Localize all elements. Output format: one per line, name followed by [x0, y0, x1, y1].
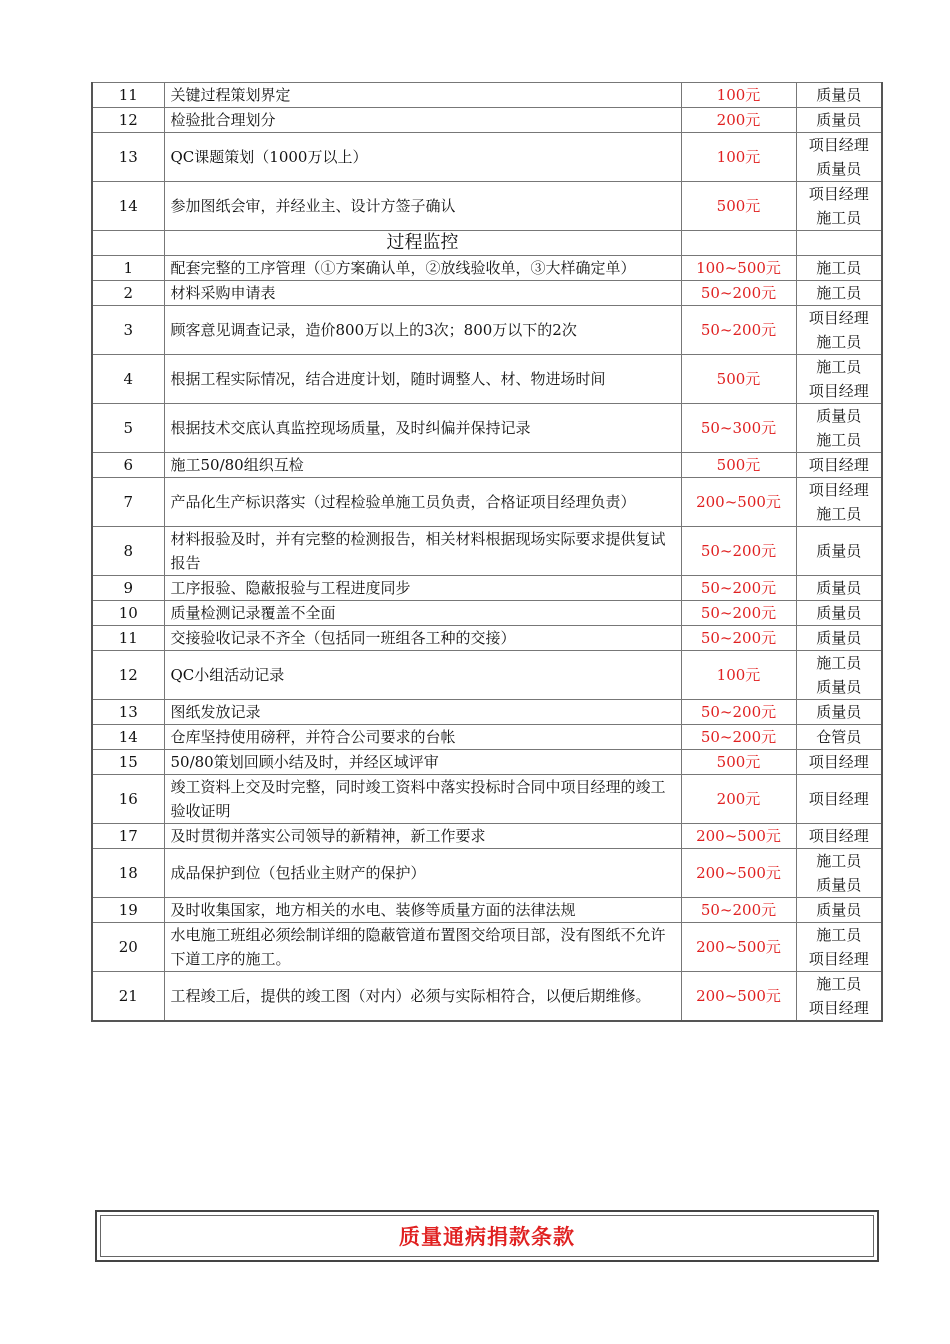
row-item: 产品化生产标识落实（过程检验单施工员负责，合格证项目经理负责） — [164, 478, 681, 527]
row-item: 图纸发放记录 — [164, 700, 681, 725]
row-number: 14 — [92, 182, 164, 231]
table-row — [92, 404, 882, 453]
responsible-person: 施工员 — [816, 975, 862, 993]
row-amount: 50~200元 — [681, 700, 796, 725]
row-number: 19 — [92, 898, 164, 923]
table-row — [92, 923, 882, 972]
row-number: 9 — [92, 576, 164, 601]
row-number: 13 — [92, 700, 164, 725]
row-item: 50/80策划回顾小结及时，并经区域评审 — [164, 750, 681, 775]
table-row — [92, 453, 882, 478]
row-amount: 100元 — [681, 83, 796, 108]
responsible-person: 施工员 — [816, 209, 862, 227]
row-responsible — [796, 898, 882, 923]
responsible-person: 质量员 — [816, 407, 862, 425]
table-row — [92, 576, 882, 601]
row-number: 5 — [92, 404, 164, 453]
responsible-person: 仓管员 — [816, 728, 862, 746]
section-empty-cell — [796, 231, 882, 256]
row-responsible — [796, 404, 882, 453]
row-number: 12 — [92, 108, 164, 133]
table-body-process — [92, 256, 882, 1022]
row-amount: 500元 — [681, 355, 796, 404]
row-item: QC小组活动记录 — [164, 651, 681, 700]
row-item: QC课题策划（1000万以上） — [164, 133, 681, 182]
section-empty-cell — [92, 231, 164, 256]
row-responsible — [796, 750, 882, 775]
row-amount: 50~200元 — [681, 601, 796, 626]
row-item: 配套完整的工序管理（①方案确认单，②放线验收单，③大样确定单） — [164, 256, 681, 281]
row-item: 交接验收记录不齐全（包括同一班组各工种的交接） — [164, 626, 681, 651]
row-number: 4 — [92, 355, 164, 404]
table-row — [92, 133, 882, 182]
row-responsible — [796, 453, 882, 478]
responsible-person: 施工员 — [816, 358, 862, 376]
row-responsible — [796, 775, 882, 824]
row-amount: 50~200元 — [681, 281, 796, 306]
responsible-person: 施工员 — [816, 654, 862, 672]
row-responsible — [796, 108, 882, 133]
row-item: 成品保护到位（包括业主财产的保护） — [164, 849, 681, 898]
row-amount: 50~200元 — [681, 527, 796, 576]
row-item: 及时贯彻并落实公司领导的新精神，新工作要求 — [164, 824, 681, 849]
row-item: 施工50/80组织互检 — [164, 453, 681, 478]
responsible-person: 施工员 — [816, 926, 862, 944]
footer-title-box — [95, 1210, 879, 1262]
row-number: 12 — [92, 651, 164, 700]
table-row — [92, 700, 882, 725]
responsible-person: 施工员 — [816, 259, 862, 277]
table-row — [92, 256, 882, 281]
row-amount: 200~500元 — [681, 972, 796, 1022]
table-row — [92, 824, 882, 849]
row-amount: 500元 — [681, 750, 796, 775]
row-amount: 50~300元 — [681, 404, 796, 453]
responsible-person: 项目经理 — [808, 999, 869, 1017]
row-amount: 50~200元 — [681, 576, 796, 601]
footer-title: 质量通病捐款条款 — [399, 1224, 575, 1249]
responsible-person: 质量员 — [816, 703, 862, 721]
table-row — [92, 651, 882, 700]
table-row — [92, 601, 882, 626]
row-item: 根据工程实际情况，结合进度计划，随时调整人、材、物进场时间 — [164, 355, 681, 404]
row-responsible — [796, 849, 882, 898]
row-amount: 100元 — [681, 651, 796, 700]
responsible-person: 质量员 — [816, 542, 862, 560]
responsible-person: 项目经理 — [808, 136, 869, 154]
row-item: 工程竣工后，提供的竣工图（对内）必须与实际相符合，以便后期维修。 — [164, 972, 681, 1022]
table-row — [92, 898, 882, 923]
table-row — [92, 725, 882, 750]
row-number: 8 — [92, 527, 164, 576]
row-responsible — [796, 725, 882, 750]
table-row — [92, 750, 882, 775]
row-amount: 500元 — [681, 453, 796, 478]
row-responsible — [796, 306, 882, 355]
row-number: 16 — [92, 775, 164, 824]
row-responsible — [796, 133, 882, 182]
row-item: 仓库坚持使用磅秤，并符合公司要求的台帐 — [164, 725, 681, 750]
row-responsible — [796, 923, 882, 972]
row-responsible — [796, 83, 882, 108]
row-responsible — [796, 601, 882, 626]
row-amount: 50~200元 — [681, 725, 796, 750]
responsible-person: 施工员 — [816, 852, 862, 870]
row-item: 竣工资料上交及时完整，同时竣工资料中落实投标时合同中项目经理的竣工验收证明 — [164, 775, 681, 824]
row-number: 10 — [92, 601, 164, 626]
row-number: 11 — [92, 626, 164, 651]
row-number: 11 — [92, 83, 164, 108]
row-amount: 200元 — [681, 775, 796, 824]
table-row — [92, 182, 882, 231]
responsible-person: 施工员 — [816, 284, 862, 302]
responsible-person: 项目经理 — [808, 790, 869, 808]
responsible-person: 质量员 — [816, 111, 862, 129]
responsible-person: 施工员 — [816, 505, 862, 523]
row-item: 根据技术交底认真监控现场质量，及时纠偏并保持记录 — [164, 404, 681, 453]
responsible-person: 项目经理 — [808, 185, 869, 203]
row-amount: 50~200元 — [681, 306, 796, 355]
responsible-person: 质量员 — [816, 876, 862, 894]
responsible-person: 项目经理 — [808, 950, 869, 968]
row-responsible — [796, 700, 882, 725]
row-amount: 200~500元 — [681, 849, 796, 898]
row-amount: 200元 — [681, 108, 796, 133]
row-amount: 100元 — [681, 133, 796, 182]
section-header-body — [92, 231, 882, 256]
responsible-person: 质量员 — [816, 160, 862, 178]
row-number: 13 — [92, 133, 164, 182]
responsible-person: 质量员 — [816, 86, 862, 104]
row-number: 1 — [92, 256, 164, 281]
row-responsible — [796, 527, 882, 576]
row-number: 3 — [92, 306, 164, 355]
row-item: 检验批合理划分 — [164, 108, 681, 133]
responsible-person: 质量员 — [816, 604, 862, 622]
table-row — [92, 83, 882, 108]
row-number: 14 — [92, 725, 164, 750]
row-amount: 50~200元 — [681, 898, 796, 923]
row-number: 21 — [92, 972, 164, 1022]
section-empty-cell — [681, 231, 796, 256]
table-row — [92, 478, 882, 527]
table-row — [92, 281, 882, 306]
table-row — [92, 972, 882, 1022]
responsible-person: 项目经理 — [808, 753, 869, 771]
row-amount: 200~500元 — [681, 824, 796, 849]
responsible-person: 项目经理 — [808, 481, 869, 499]
row-responsible — [796, 281, 882, 306]
table-row — [92, 849, 882, 898]
row-responsible — [796, 478, 882, 527]
row-item: 工序报验、隐蔽报验与工程进度同步 — [164, 576, 681, 601]
responsible-person: 施工员 — [816, 431, 862, 449]
row-item: 参加图纸会审，并经业主、设计方签子确认 — [164, 182, 681, 231]
table-row — [92, 108, 882, 133]
row-item: 材料采购申请表 — [164, 281, 681, 306]
responsible-person: 质量员 — [816, 678, 862, 696]
row-responsible — [796, 576, 882, 601]
row-number: 15 — [92, 750, 164, 775]
row-number: 6 — [92, 453, 164, 478]
row-responsible — [796, 651, 882, 700]
row-item: 水电施工班组必须绘制详细的隐蔽管道布置图交给项目部，没有图纸不允许下道工序的施工。 — [164, 923, 681, 972]
row-item: 材料报验及时，并有完整的检测报告，相关材料根据现场实际要求提供复试报告 — [164, 527, 681, 576]
responsible-person: 项目经理 — [808, 309, 869, 327]
table-row — [92, 775, 882, 824]
row-item: 顾客意见调查记录，造价800万以上的3次；800万以下的2次 — [164, 306, 681, 355]
table-row — [92, 355, 882, 404]
responsible-person: 项目经理 — [808, 382, 869, 400]
row-item: 及时收集国家，地方相关的水电、装修等质量方面的法律法规 — [164, 898, 681, 923]
table-row — [92, 626, 882, 651]
table-row — [92, 527, 882, 576]
row-number: 2 — [92, 281, 164, 306]
row-responsible — [796, 626, 882, 651]
row-amount: 500元 — [681, 182, 796, 231]
row-amount: 50~200元 — [681, 626, 796, 651]
row-item: 关键过程策划界定 — [164, 83, 681, 108]
section-row — [92, 231, 882, 256]
quality-table — [91, 82, 883, 1022]
row-amount: 200~500元 — [681, 478, 796, 527]
responsible-person: 项目经理 — [808, 456, 869, 474]
row-item: 质量检测记录覆盖不全面 — [164, 601, 681, 626]
responsible-person: 项目经理 — [808, 827, 869, 845]
row-responsible — [796, 824, 882, 849]
table-row — [92, 306, 882, 355]
responsible-person: 质量员 — [816, 579, 862, 597]
table-body-top — [92, 83, 882, 231]
responsible-person: 施工员 — [816, 333, 862, 351]
row-number: 17 — [92, 824, 164, 849]
row-responsible — [796, 355, 882, 404]
row-responsible — [796, 182, 882, 231]
row-responsible — [796, 972, 882, 1022]
row-number: 20 — [92, 923, 164, 972]
row-amount: 100~500元 — [681, 256, 796, 281]
responsible-person: 质量员 — [816, 629, 862, 647]
row-number: 18 — [92, 849, 164, 898]
row-number: 7 — [92, 478, 164, 527]
responsible-person: 质量员 — [816, 901, 862, 919]
section-title: 过程监控 — [164, 231, 681, 256]
row-amount: 200~500元 — [681, 923, 796, 972]
row-responsible — [796, 256, 882, 281]
